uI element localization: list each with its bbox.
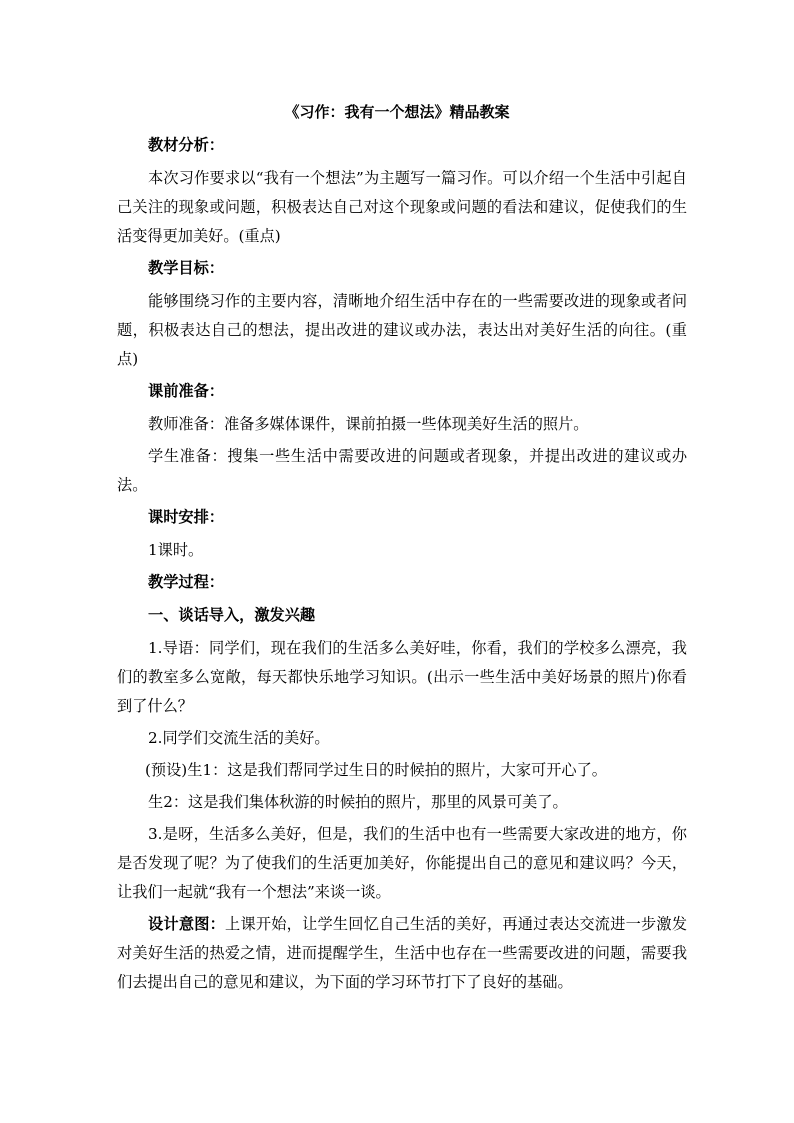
step1-preset-answer-2: 生2：这是我们集体秋游的时候拍的照片，那里的风景可美了。 [148,793,568,811]
design-intent-text: 上课开始，让学生回忆自己生活的美好，再通过表达交流进一步激发对美好生活的热爱之情，进而提醒学生，生活中也存在一些需要改进的问题，需要我们去提出自己的意见和建议，为下面的学习环节打下了良好的基础。 [117,915,687,991]
schedule-heading: 课时安排： [148,508,224,526]
prep-teacher-paragraph: 教师准备：准备多媒体课件，课前拍摄一些体现美好生活的照片。 [148,415,589,433]
step1-heading: 一、谈话导入，激发兴趣 [148,606,316,624]
schedule-paragraph: 1课时。 [148,541,204,559]
step1-preset-answer-1: (预设)生1：这是我们帮同学过生日的时候拍的照片，大家可开心了。 [145,761,607,779]
prep-heading: 课前准备： [148,382,224,400]
analysis-paragraph: 本次习作要求以“我有一个想法”为主题写一篇习作。可以介绍一个生活中引起自己关注的现象或问题，积极表达自己对这个现象或问题的看法和建议，促使我们的生活变得更加美好。(重点) [117,169,687,245]
goal-heading: 教学目标： [148,259,224,277]
analysis-heading: 教材分析： [148,136,224,154]
document-title: 《习作：我有一个想法》精品教案 [284,103,510,121]
step1-transition-paragraph: 3.是呀，生活多么美好，但是，我们的生活中也有一些需要大家改进的地方，你是否发现了呢？为了使我们的生活更加美好，你能提出自己的意见和建议吗？今天，让我们一起就“我有一个想法”来谈一谈。 [117,825,687,901]
document-body [117,131,687,1000]
process-heading: 教学过程： [148,573,224,591]
step1-intro-paragraph: 1.导语：同学们，现在我们的生活多么美好哇，你看，我们的学校多么漂亮，我们的教室多么宽敞，每天都快乐地学习知识。(出示一些生活中美好场景的照片)你看到了什么？ [117,639,687,715]
design-intent-label: 设计意图： [148,915,226,933]
goal-paragraph: 能够围绕习作的主要内容，清晰地介绍生活中存在的一些需要改进的现象或者问题，积极表达自己的想法，提出改进的建议或办法，表达出对美好生活的向往。(重点) [117,292,687,368]
design-intent-paragraph [117,910,687,997]
step1-exchange-paragraph: 2.同学们交流生活的美好。 [148,729,330,747]
prep-student-paragraph: 学生准备：搜集一些生活中需要改进的问题或者现象，并提出改进的建议或办法。 [117,447,687,494]
